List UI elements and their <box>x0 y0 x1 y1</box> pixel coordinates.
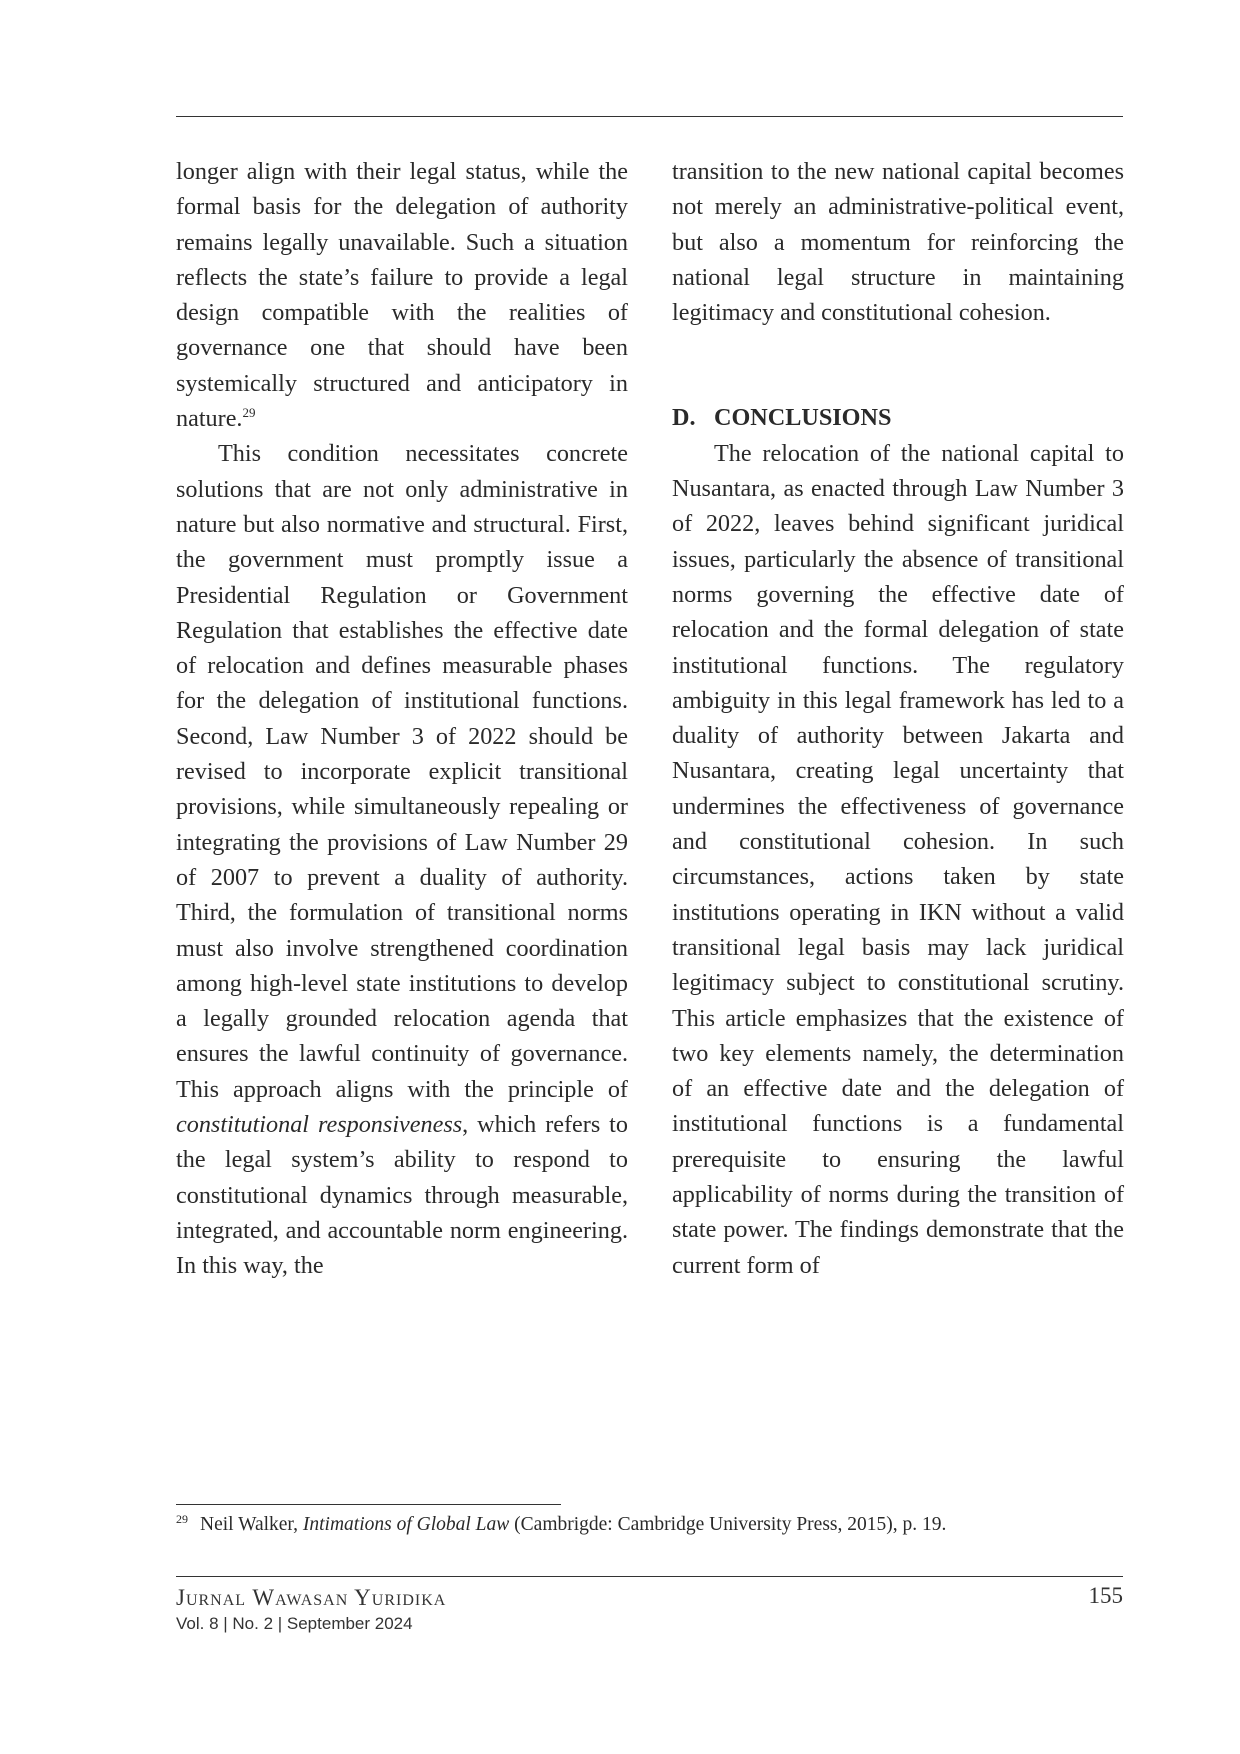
footnote-book-title: Intimations of Global Law <box>302 1514 510 1535</box>
paragraph-conclusion: The relocation of the national capital to Nusantara, as enacted through Law Number 3 of 2022, leaves behind significant juridical issues, particularly the absence of transitional norms governing the effective date of relocation and the formal delegation of state institutional functions. The regulatory ambiguity in this legal framework has led to a duality of authority between Jakarta and Nusantara, creating legal uncertainty that undermines the effectiveness of governance and constitutional cohesion. In such circumstances, actions taken by state institutions operating in IKN without a valid transitional legal basis may lack juridical legitimacy subject to constitutional scrutiny. This article emphasizes that the existence of two key elements namely, the determination of an effective date and the delegation of institutional functions is a fundamental prerequisite to ensuring the lawful applicability of norms during the transition of state power. The findings demonstrate that the current form of <box>672 439 1124 1279</box>
footnote-rule <box>176 1504 561 1505</box>
footnote-reference[interactable]: 29 <box>242 405 256 421</box>
section-heading-conclusions <box>672 400 1124 435</box>
italic-term: constitutional responsiveness <box>176 1111 463 1139</box>
right-column <box>672 154 1124 1283</box>
paragraph-continued: longer align with their legal status, while the formal basis for the delegation of authority remains legally unavailable. Such a situation reflects the state’s failure to provide a legal design compatible with the realities of governance one that should have been systemically structured and anticipatory in nature.$^{29}$ <box>176 158 628 433</box>
journal-issue: Vol. 8 | No. 2 | September 2024 <box>176 1614 413 1633</box>
footnote-29: $^{29}$ Neil Walker, Intimations of Global Law (Cambrigde: Cambridge University Press, 2015), p. 19. <box>176 1511 947 1535</box>
footnote-number: 29 <box>176 1511 188 1526</box>
journal-name: Jurnal Wawasan Yuridika <box>176 1585 447 1610</box>
section-title: CONCLUSIONS <box>714 404 892 432</box>
left-column <box>176 154 628 1284</box>
paragraph-transition: transition to the new national capital becomes not merely an administrative-political event, but also a momentum for reinforcing the national legal structure in maintaining legitimacy and constitutional cohesion. <box>672 158 1124 327</box>
paragraph-solutions: This condition necessitates concrete solutions that are not only administrative in nature but also normative and structural. First, the government must promptly issue a Presidential Regulation or Government Regulation that establishes the effective date of relocation and defines measurable phases for the delegation of institutional functions. Second, Law Number 3 of 2022 should be revised to incorporate explicit transitional provisions, while simultaneously repealing or integrating the provisions of Law Number 29 of 2007 to prevent a duality of authority. Third, the formulation of transitional norms must also involve strengthened coordination among high-level state institutions to develop a legally grounded relocation agenda that ensures the lawful continuity of governance. This approach aligns with the principle of constitutional responsiveness, which refers to the legal system’s ability to respond to constitutional dynamics through measurable, integrated, and accountable norm engineering. In this way, the <box>176 440 628 1280</box>
page-number: 155 <box>1088 1583 1123 1608</box>
footer-rule <box>176 1576 1123 1577</box>
section-number: D. <box>672 404 696 432</box>
header-rule <box>176 116 1123 117</box>
section-spacer <box>672 330 1124 400</box>
